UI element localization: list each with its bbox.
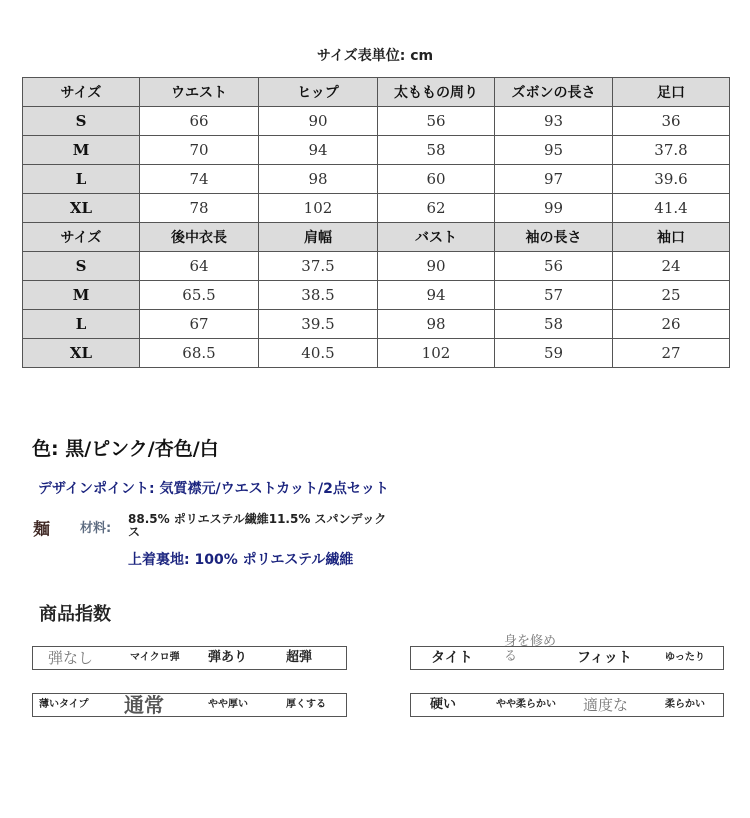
product-index-title: 商品指数: [39, 604, 111, 625]
table-cell: 70: [140, 136, 259, 165]
table-row: [23, 194, 730, 223]
size-cell: L: [23, 310, 140, 339]
table-row: [23, 107, 730, 136]
size-cell: XL: [23, 194, 140, 223]
table-cell: 56: [495, 252, 613, 281]
softness-option: 適度な: [583, 696, 629, 714]
lining-info: 上着裏地: 100% ポリエステル繊維: [128, 552, 354, 568]
size-cell: M: [23, 136, 140, 165]
table-cell: 24: [613, 252, 730, 281]
table-row: [23, 310, 730, 339]
header-cell: 袖口: [613, 223, 730, 252]
size-cell: L: [23, 165, 140, 194]
table-row: [23, 252, 730, 281]
table-cell: 97: [495, 165, 613, 194]
thickness-scale: [32, 693, 347, 717]
table-cell: 58: [378, 136, 495, 165]
stretch-option: 弾あり: [208, 650, 248, 665]
header-cell: ウエスト: [140, 78, 259, 107]
softness-option: 硬い: [430, 697, 457, 712]
material-value: 88.5% ポリエステル繊維11.5% スパンデックス: [128, 512, 387, 539]
fit-option: 身を修める: [504, 634, 557, 664]
thickness-option: 通常: [124, 693, 164, 717]
table-cell: 99: [495, 194, 613, 223]
table-cell: 36: [613, 107, 730, 136]
table-cell: 65.5: [140, 281, 259, 310]
table-cell: 25: [613, 281, 730, 310]
header-cell: ヒップ: [259, 78, 378, 107]
size-table-title: サイズ表単位: cm: [316, 48, 434, 64]
table-cell: 37.5: [259, 252, 378, 281]
softness-scale: [410, 693, 724, 717]
table-row: [23, 165, 730, 194]
size-cell: XL: [23, 339, 140, 368]
header-cell: 太ももの周り: [378, 78, 495, 107]
table-cell: 39.5: [259, 310, 378, 339]
table-row: [23, 136, 730, 165]
table-cell: 38.5: [259, 281, 378, 310]
fit-option: フィット: [577, 650, 632, 666]
table-cell: 64: [140, 252, 259, 281]
thickness-option: やや厚い: [208, 699, 248, 710]
table-cell: 98: [259, 165, 378, 194]
table-cell: 90: [259, 107, 378, 136]
table-cell: 78: [140, 194, 259, 223]
stretch-option: 弾なし: [48, 649, 94, 667]
header-cell: サイズ: [23, 78, 140, 107]
fabric-label: 麺: [33, 520, 50, 540]
fit-scale: [410, 634, 724, 670]
table-cell: 95: [495, 136, 613, 165]
material-label: 材料:: [80, 521, 112, 536]
table-cell: 37.8: [613, 136, 730, 165]
table-cell: 60: [378, 165, 495, 194]
table-cell: 102: [378, 339, 495, 368]
table-cell: 56: [378, 107, 495, 136]
table-cell: 98: [378, 310, 495, 339]
table-cell: 58: [495, 310, 613, 339]
table-cell: 94: [378, 281, 495, 310]
table-cell: 40.5: [259, 339, 378, 368]
table-cell: 59: [495, 339, 613, 368]
table-cell: 90: [378, 252, 495, 281]
color-options: 色: 黒/ピンク/杏色/白: [32, 438, 219, 460]
table-cell: 26: [613, 310, 730, 339]
fit-option: ゆったり: [665, 652, 705, 663]
header-cell: 足口: [613, 78, 730, 107]
size-cell: S: [23, 107, 140, 136]
stretch-option: 超弾: [286, 650, 313, 665]
header-cell: バスト: [378, 223, 495, 252]
header-cell: 袖の長さ: [495, 223, 613, 252]
thickness-option: 厚くする: [286, 699, 326, 710]
fit-option: タイト: [431, 650, 473, 666]
table-cell: 93: [495, 107, 613, 136]
size-cell: S: [23, 252, 140, 281]
stretch-scale: [32, 646, 347, 670]
table-cell: 57: [495, 281, 613, 310]
table-cell: 41.4: [613, 194, 730, 223]
table-row: [23, 281, 730, 310]
size-table: [22, 77, 730, 368]
table-cell: 74: [140, 165, 259, 194]
header-cell: ズボンの長さ: [495, 78, 613, 107]
stretch-option: マイクロ弾: [130, 652, 180, 663]
design-points: デザインポイント: 気質襟元/ウエストカット/2点セット: [38, 481, 389, 497]
header-cell: 後中衣長: [140, 223, 259, 252]
table-row: [23, 339, 730, 368]
table-cell: 68.5: [140, 339, 259, 368]
table-cell: 27: [613, 339, 730, 368]
table-cell: 66: [140, 107, 259, 136]
softness-option: やや柔らかい: [496, 699, 556, 710]
table-header-row: [23, 223, 730, 252]
size-cell: M: [23, 281, 140, 310]
table-cell: 39.6: [613, 165, 730, 194]
softness-option: 柔らかい: [665, 699, 705, 710]
table-header-row: [23, 78, 730, 107]
table-cell: 102: [259, 194, 378, 223]
thickness-option: 薄いタイプ: [39, 699, 89, 710]
table-cell: 62: [378, 194, 495, 223]
table-cell: 94: [259, 136, 378, 165]
table-cell: 67: [140, 310, 259, 339]
header-cell: サイズ: [23, 223, 140, 252]
header-cell: 肩幅: [259, 223, 378, 252]
